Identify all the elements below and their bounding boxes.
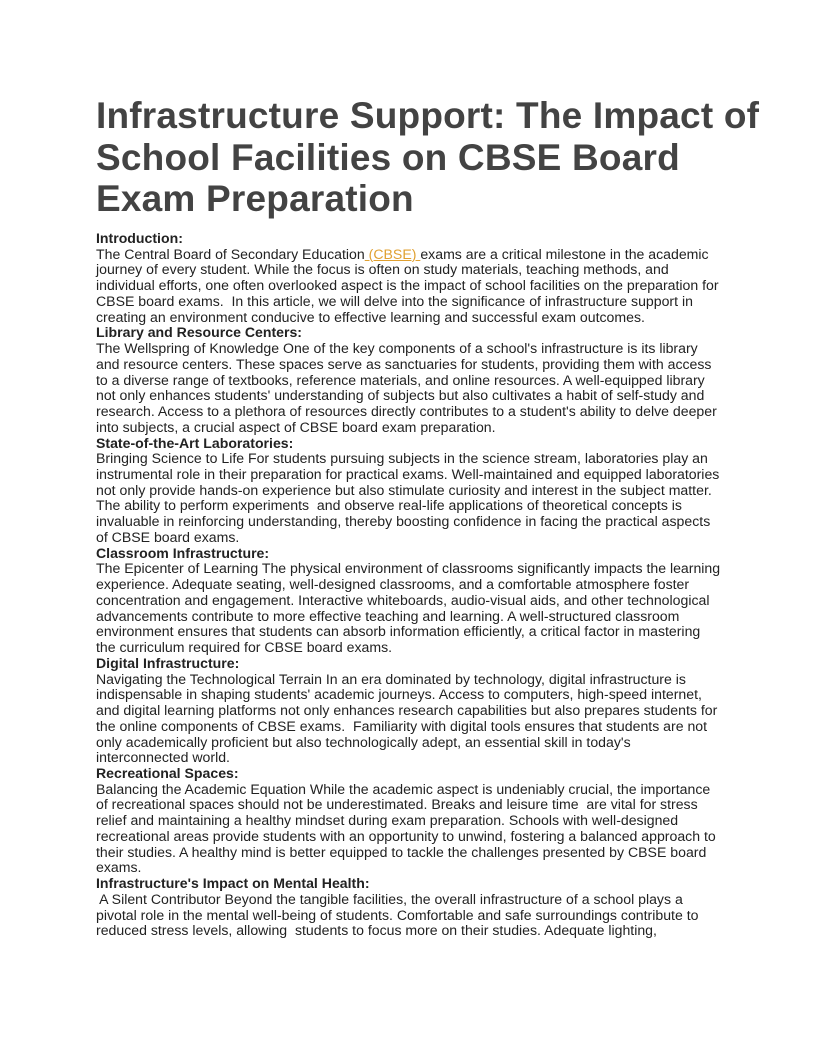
paragraph-line: relief and maintaining a healthy mindset during exam preparation. Schools with well-designed: [96, 812, 679, 829]
paragraph-line: their studies. A healthy mind is better equipped to tackle the challenges presented by CBSE board: [96, 843, 707, 860]
cbse-link[interactable]: (CBSE): [364, 245, 421, 262]
article-body: [96, 231, 736, 939]
paragraph-line: to a diverse range of textbooks, reference materials, and online resources. A well-equipped library: [96, 371, 705, 388]
paragraph-line: The Epicenter of Learning The physical environment of classrooms significantly impacts the learning: [96, 560, 721, 577]
article-section: [96, 436, 736, 546]
paragraph-line: invaluable in reinforcing understanding, thereby boosting confidence in facing the practical aspects: [96, 513, 711, 530]
paragraph-line: and digital learning platforms not only enhances research capabilities but also prepares students for: [96, 702, 718, 719]
paragraph-line: The Wellspring of Knowledge One of the key components of a school's infrastructure is its library: [96, 340, 698, 357]
paragraph-line: reduced stress levels, allowing students to focus more on their studies. Adequate lighting,: [96, 922, 657, 939]
section-heading: Classroom Infrastructure:: [96, 544, 270, 561]
paragraph-line: environment ensures that students can absorb information efficiently, a critical factor in mastering: [96, 623, 701, 640]
paragraph-line: Bringing Science to Life For students pursuing subjects in the science stream, laboratories play an: [96, 450, 708, 467]
paragraph-line: the curriculum required for CBSE board exams.: [96, 639, 393, 656]
paragraph-line: concentration and engagement. Interactive whiteboards, audio-visual aids, and other technological: [96, 591, 710, 608]
section-heading: Recreational Spaces:: [96, 764, 239, 781]
paragraph-line: interconnected world.: [96, 749, 230, 766]
article-section: [96, 876, 736, 939]
paragraph-line: the online components of CBSE exams. Familiarity with digital tools ensures that students are not: [96, 717, 708, 734]
paragraph-line: journey of every student. While the focus is often on study materials, teaching methods, and: [96, 261, 669, 278]
paragraph-line: individual efforts, one often overlooked aspect is the impact of school facilities on the preparation for: [96, 277, 719, 294]
paragraph-line: recreational areas provide students with an opportunity to unwind, fostering a balanced approach to: [96, 827, 716, 844]
article-section: [96, 325, 736, 435]
paragraph-line: not only provide hands-on experience but also stimulate curiosity and interest in the subject matter.: [96, 481, 712, 498]
paragraph-line: exams.: [96, 859, 142, 876]
paragraph-line: The ability to perform experiments and observe real-life applications of theoretical concepts is: [96, 497, 682, 514]
article-section: [96, 656, 736, 766]
paragraph-line: not only enhances students' understanding of subjects but also cultivates a habit of self-study and: [96, 387, 705, 404]
section-heading-introduction: Introduction:: [96, 230, 183, 246]
intro-text: exams are a critical milestone in the academic: [420, 245, 709, 262]
paragraph-line: of CBSE board exams.: [96, 528, 240, 545]
paragraph-line: instrumental role in their preparation for practical exams. Well-maintained and equipped laboratories: [96, 466, 720, 483]
article-section: [96, 546, 736, 656]
intro-text: The Central Board of Secondary Education: [96, 245, 365, 262]
paragraph-line: only academically proficient but also technologically adept, an essential skill in today's: [96, 733, 631, 750]
paragraph-line: experience. Adequate seating, well-designed classrooms, and a comfortable atmosphere foster: [96, 576, 690, 593]
paragraph-line: into subjects, a crucial aspect of CBSE board exam preparation.: [96, 418, 496, 435]
section-heading: Digital Infrastructure:: [96, 654, 240, 671]
intro-first-line: [96, 247, 736, 263]
paragraph-line: creating an environment conducive to effective learning and successful exam outcomes.: [96, 308, 645, 325]
paragraph-line: A Silent Contributor Beyond the tangible facilities, the overall infrastructure of a school plays a: [96, 890, 683, 907]
paragraph-line: advancements contribute to more effective teaching and learning. A well-structured classroom: [96, 607, 680, 624]
article-section: [96, 766, 736, 876]
paragraph-line: pivotal role in the mental well-being of students. Comfortable and safe surroundings contribute to: [96, 906, 699, 923]
paragraph-line: Balancing the Academic Equation While the academic aspect is undeniably crucial, the importance: [96, 780, 711, 797]
section-heading: Infrastructure's Impact on Mental Health:: [96, 875, 370, 892]
page-title: Infrastructure Support: The Impact of School Facilities on CBSE Board Exam Preparation: [96, 95, 760, 219]
paragraph-line: and resource centers. These spaces serve as sanctuaries for students, providing them with access: [96, 355, 712, 372]
section-heading: Library and Resource Centers:: [96, 324, 302, 341]
paragraph-line: indispensable in shaping students' academic journeys. Access to computers, high-speed internet,: [96, 686, 702, 703]
section-heading: State-of-the-Art Laboratories:: [96, 434, 294, 451]
paragraph-line: of recreational spaces should not be underestimated. Breaks and leisure time are vital for stress: [96, 796, 698, 813]
paragraph-line: Navigating the Technological Terrain In an era dominated by technology, digital infrastructure is: [96, 670, 686, 687]
paragraph-line: research. Access to a plethora of resources directly contributes to a student's ability to delve deeper: [96, 403, 717, 420]
paragraph-line: CBSE board exams. In this article, we will delve into the significance of infrastructure support in: [96, 292, 693, 309]
